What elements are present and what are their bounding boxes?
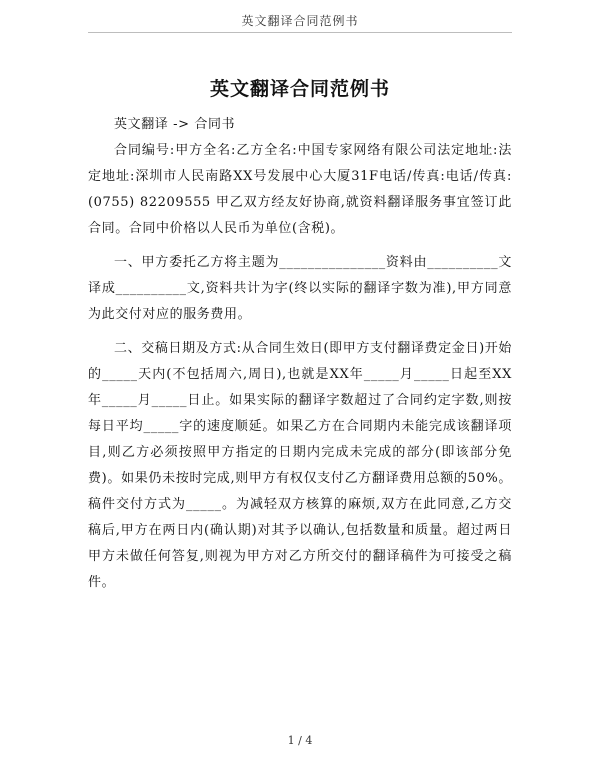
paragraph-spacer: [88, 242, 512, 250]
header-divider: [88, 32, 512, 33]
document-title: 英文翻译合同范例书: [209, 78, 390, 100]
page-number: 1 / 4: [287, 734, 313, 747]
paragraph-spacer: [88, 328, 512, 336]
paragraph-clause-1: 一、甲方委托乙方将主题为_______________资料由__________文译成__________文,资料共计为字(终以实际的翻译字数为准),甲方同意为此交付对应的服务费用。: [88, 255, 512, 322]
paragraph-parties: 合同编号:甲方全名:乙方全名:中国专家网络有限公司法定地址:法定地址:深圳市人民南路XX号发展中心大厦31F电话/传真:电话/传真:(0755) 82209555 甲乙双方经友好协商,就资料翻译服务事宜签订此合同。合同中价格以人民币为单位(含税)。: [88, 143, 512, 236]
paragraph-clause-2: 二、交稿日期及方式:从合同生效日(即甲方支付翻译费定金日)开始的_____天内(不包括周六,周日),也就是XX年_____月_____日起至XX年_____月_____日止。如果实际的翻译字数超过了合同约定字数,则按每日平均_____字的速度顺延。如果乙方在合同期内未能完成该翻译项目,则乙方必须按照甲方指定的日期内完成未完成的部分(即该部分免费)。如果仍未按时完成,则甲方有权仅支付乙方翻译费用总额的50%。稿件交付方式为_____。为减轻双方核算的麻烦,双方在此同意,乙方交稿后,甲方在两日内(确认期)对其予以确认,包括数量和质量。超过两日甲方未做任何答复,则视为甲方对乙方所交付的翻译稿件为可接受之稿件。: [88, 341, 512, 590]
document-body: [88, 112, 512, 596]
paragraph-subtitle: 英文翻译 -> 合同书: [114, 117, 236, 132]
running-header: 英文翻译合同范例书: [241, 14, 359, 28]
